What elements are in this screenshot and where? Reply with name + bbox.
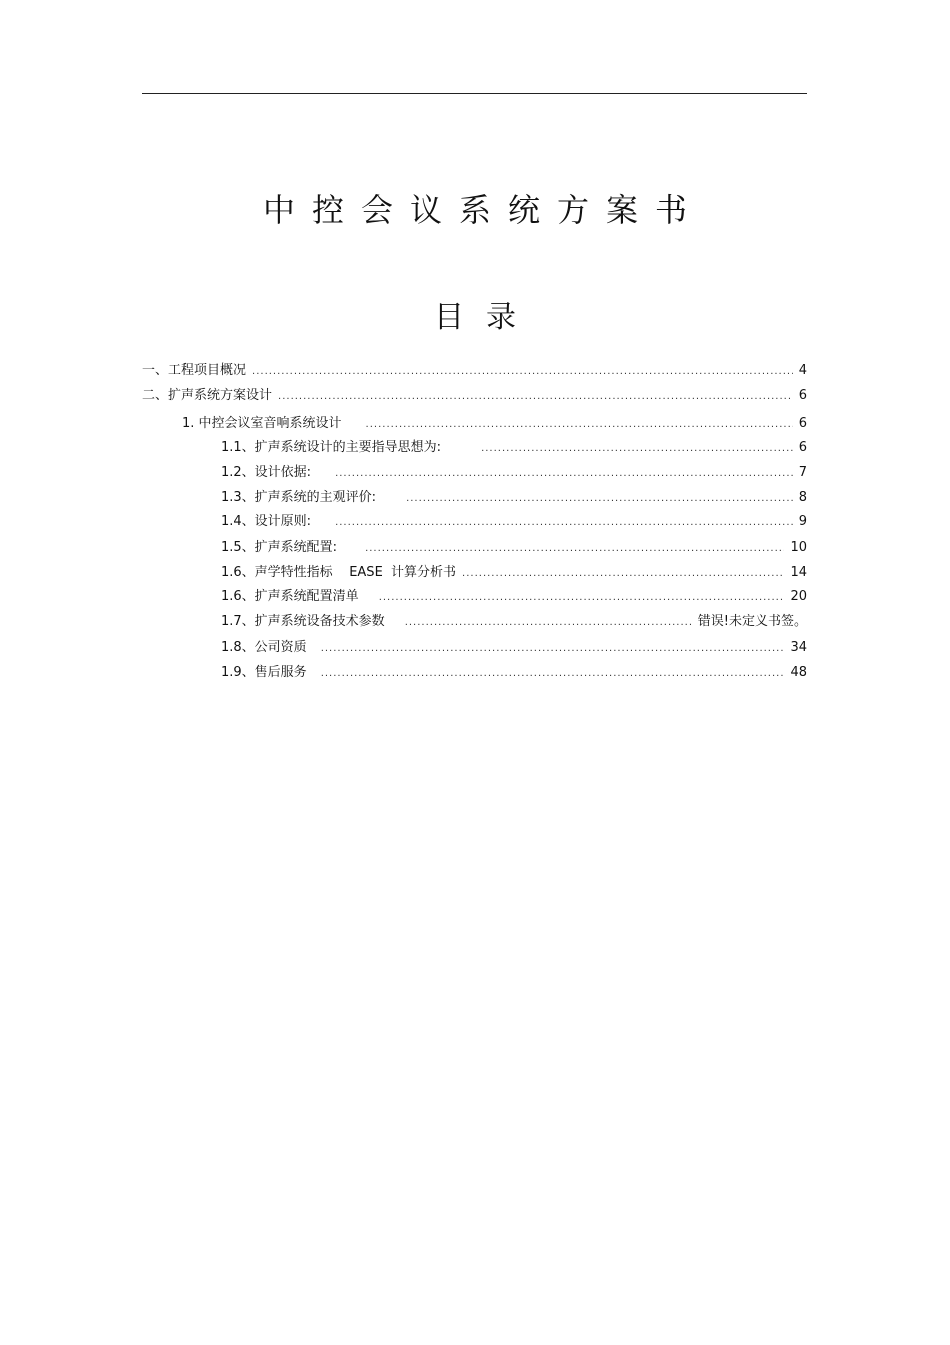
toc-leader-dots xyxy=(321,639,785,659)
toc-entry-label: 1. 中控会议室音响系统设计 xyxy=(182,416,342,431)
toc-entry-page: 7 xyxy=(798,465,807,480)
toc-entry-11[interactable] xyxy=(221,612,807,632)
toc-leader-dots xyxy=(365,539,784,559)
toc-entry-2[interactable] xyxy=(142,386,807,406)
toc-entry-page: 14 xyxy=(790,565,807,580)
toc-entry-page: 6 xyxy=(798,388,807,403)
toc-entry-label: 1.6、扩声系统配置清单 xyxy=(221,589,359,604)
toc-entry-label: 1.5、扩声系统配置: xyxy=(221,540,338,555)
toc-leader-dots xyxy=(481,439,793,459)
toc-leader-dots xyxy=(405,613,694,633)
document-title: 中控会议系统方案书 xyxy=(262,191,704,229)
toc-entry-label: 工程项目概况 xyxy=(168,363,247,378)
toc-entry-9[interactable] xyxy=(221,563,807,583)
toc-error-text: 错误!未定义书签。 xyxy=(697,614,807,629)
toc-entry-label: 1.4、设计原则: xyxy=(221,514,312,529)
toc-entry-page: 48 xyxy=(790,665,807,680)
toc-entry-4[interactable] xyxy=(221,438,807,458)
toc-entry-label: 1.1、扩声系统设计的主要指导思想为: xyxy=(221,440,442,455)
toc-entry-label: 1.7、扩声系统设备技术参数 xyxy=(221,614,385,629)
toc-leader-dots xyxy=(462,564,784,584)
toc-entry-12[interactable] xyxy=(221,638,807,658)
toc-entry-page: 6 xyxy=(798,416,807,431)
toc-leader-dots xyxy=(252,362,793,382)
toc-entry-page: 20 xyxy=(790,589,807,604)
toc-entry-page: 8 xyxy=(798,490,807,505)
toc-leader-dots xyxy=(321,664,785,684)
toc-entry-5[interactable] xyxy=(221,463,807,483)
toc-leader-dots xyxy=(335,513,793,533)
toc-leader-dots xyxy=(335,464,793,484)
toc-entry-page: 34 xyxy=(790,640,807,655)
toc-entry-3[interactable] xyxy=(182,414,807,434)
toc-entry-label: 扩声系统方案设计 xyxy=(168,388,273,403)
toc-leader-dots xyxy=(379,588,785,608)
toc-entry-number: 一、 xyxy=(142,363,169,378)
toc-entry-label: 1.6、声学特性指标 EASE 计算分析书 xyxy=(221,565,457,580)
toc-entry-label: 1.8、公司资质 xyxy=(221,640,307,655)
toc-entry-13[interactable] xyxy=(221,663,807,683)
toc-leader-dots xyxy=(278,387,793,407)
toc-entry-number: 二、 xyxy=(142,388,169,403)
toc-entry-label: 1.2、设计依据: xyxy=(221,465,312,480)
toc-entry-7[interactable] xyxy=(221,512,807,532)
toc-entry-page: 6 xyxy=(798,440,807,455)
toc-leader-dots xyxy=(406,489,793,509)
toc-entry-label: 1.3、扩声系统的主观评价: xyxy=(221,490,377,505)
toc-entry-page: 10 xyxy=(790,540,807,555)
toc-entry-label: 1.9、售后服务 xyxy=(221,665,307,680)
toc-heading: 目录 xyxy=(434,300,538,335)
toc-entry-page: 4 xyxy=(798,363,807,378)
toc-entry-page: 9 xyxy=(798,514,807,529)
toc-entry-6[interactable] xyxy=(221,488,807,508)
toc-entry-10[interactable] xyxy=(221,587,807,607)
toc-entry-8[interactable] xyxy=(221,538,807,558)
toc-leader-dots xyxy=(366,415,793,435)
toc-entry-1[interactable] xyxy=(142,361,807,381)
